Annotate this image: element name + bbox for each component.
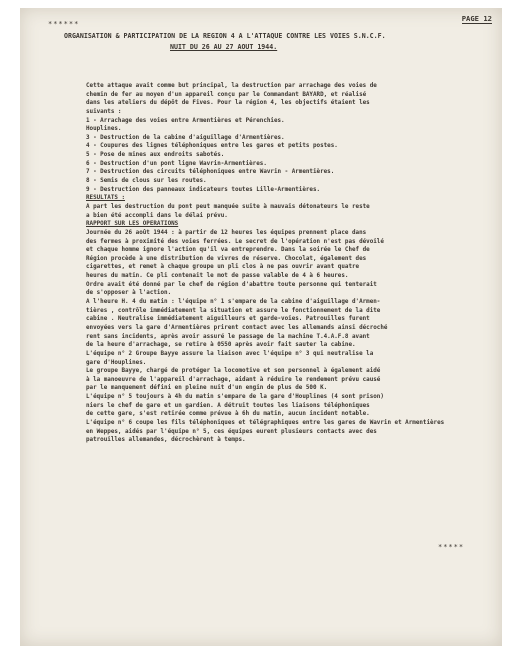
results-paragraph — [86, 203, 486, 220]
text-line: A part les destruction du pont peut manquée suite à mauvais détonateurs le reste — [86, 203, 370, 210]
page-number: PAGE 12 — [461, 14, 492, 23]
text-line: chemin de fer au moyen d'un appareil conçu par le Commandant BAYARD, et réalisé — [86, 91, 367, 98]
text-line: a bien été accompli dans le délai prévu. — [86, 212, 228, 219]
report-paragraph — [86, 229, 486, 445]
document-subtitle: NUIT DU 26 AU 27 AOUT 1944. — [170, 43, 278, 51]
text-line: en Weppes, aidés par l'équipe n° 5, ces équipes eurent plusieurs contacts avec des — [86, 428, 377, 435]
text-line: dans les ateliers du dépôt de Fives. Pour la région 4, les objectifs étaient les — [86, 100, 370, 107]
text-line: cigarettes, et remet à chaque groupe un pli clos à ne pas ouvrir avant quatre — [86, 264, 360, 271]
text-line: par le manquement défini en pleine nuit d'un engin de plus de 500 K. — [86, 385, 328, 392]
list-item: Houplines. — [86, 126, 122, 133]
text-line: des fermes à proximité des voies ferrées. Le secret de l'opération n'est pas dévoilé — [86, 238, 384, 245]
report-heading: RAPPORT SUR LES OPERATIONS — [86, 221, 179, 228]
document-page — [20, 8, 502, 646]
results-heading: RESULTATS : — [86, 195, 126, 202]
list-item: 5 - Pose de mines aux endroits sabotés. — [86, 152, 225, 159]
list-item: 7 - Destruction des circuits téléphoniques entre Wavrin - Armentières. — [86, 169, 335, 176]
text-line: de la heure d'arrachage, se retire à 0550 après avoir fait sauter la cabine. — [86, 342, 356, 349]
text-line: tières , contrôle immédiatement la situation et assure le fonctionnement de la dite — [86, 307, 381, 314]
text-line: patrouilles allemandes, décrochèrent à temps. — [86, 437, 246, 444]
intro-paragraph — [86, 82, 486, 117]
text-line: Le groupe Bayye, chargé de protéger la locomotive et son personnel à également aidé — [86, 368, 381, 375]
header-stars: ****** — [48, 20, 80, 28]
document-title: ORGANISATION & PARTICIPATION DE LA REGION 4 A L'ATTAQUE CONTRE LES VOIES S.N.C.F. — [64, 32, 386, 40]
text-line: cabine . Neutralise immédiatement aiguilleurs et garde-voies. Patrouilles furent — [86, 316, 370, 323]
text-line: suivants : — [86, 108, 122, 115]
list-item: 3 - Destruction de la cabine d'aiguillage d'Armentières. — [86, 134, 285, 141]
document-body — [86, 82, 486, 445]
list-item: 8 - Semis de clous sur les routes. — [86, 178, 207, 185]
text-line: niers le chef de gare et un gardien. A détruit toutes les liaisons téléphoniques — [86, 402, 370, 409]
footer-stars: ***** — [438, 543, 465, 551]
objectives-list — [86, 117, 486, 195]
text-line: envoyées vers la gare d'Armentières prirent contact avec les allemands ainsi décroché — [86, 324, 388, 331]
text-line: L'équipe n° 6 coupe les fils téléphoniques et télégraphiques entre les gares de Wavrin et Armentières — [86, 419, 445, 426]
text-line: heures du matin. Ce pli contenait le mot de passe valable de 4 à 6 heures. — [86, 273, 349, 280]
text-line: gare d'Houplines. — [86, 359, 147, 366]
text-line: et chaque homme ignore l'action qu'il va entreprendre. Dans la soirée le Chef de — [86, 247, 370, 254]
text-line: rent sans incidents, après avoir assuré le passage de la machine T.4.A.F.8 avant — [86, 333, 370, 340]
text-line: L'équipe n° 5 toujours à 4h du matin s'empare de la gare d'Houplines (4 sont prison) — [86, 394, 384, 401]
text-line: Ordre avait été donné par le chef de région d'abattre toute personne qui tenterait — [86, 281, 377, 288]
list-item: 4 - Coupures des lignes téléphoniques entre les gares et petits postes. — [86, 143, 338, 150]
list-item: 1 - Arrachage des voies entre Armentières et Pérenchies. — [86, 117, 285, 124]
text-line: A l'heure H. 4 du matin : l'équipe n° 1 s'empare de la cabine d'aiguillage d'Armen- — [86, 299, 381, 306]
list-item: 9 - Destruction des panneaux indicateurs toutes Lille-Armentières. — [86, 186, 321, 193]
text-line: Région procède à une distribution de vivres de réserve. Chocolat, également des — [86, 255, 367, 262]
text-line: Cette attaque avait comme but principal, la destruction par arrachage des voies de — [86, 83, 377, 89]
text-line: de cette gare, s'est retirée comme prévue à 6h du matin, aucun incident notable. — [86, 411, 370, 418]
text-line: L'équipe n° 2 Groupe Bayye assure la liaison avec l'équipe n° 3 qui neutralise la — [86, 350, 374, 357]
text-line: à la manoeuvre de l'appareil d'arrachage, aidant à réduire le rendement prévu causé — [86, 376, 381, 383]
text-line: Journée du 26 août 1944 : à partir de 12 heures les équipes prennent place dans — [86, 229, 367, 236]
list-item: 6 - Destruction d'un pont ligne Wavrin-Armentières. — [86, 160, 267, 167]
text-line: de s'opposer à l'action. — [86, 290, 172, 297]
